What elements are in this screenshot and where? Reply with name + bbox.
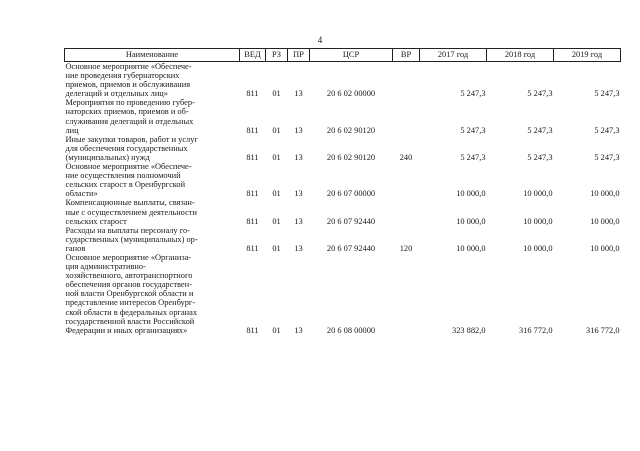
ved-cell: 811 <box>246 125 259 135</box>
ved-cell: 811 <box>246 89 259 99</box>
table-row <box>65 226 621 253</box>
row-name-line: ной власти Оренбургской области и <box>65 289 194 299</box>
row-name-line: Компенсационные выплаты, связан- <box>65 198 195 208</box>
row-name-line: Основное мероприятие «Организа- <box>65 252 192 262</box>
csr-cell: 20 6 02 90120 <box>326 125 376 135</box>
row-name-line: ганов <box>65 243 86 253</box>
row-name-line: для обеспечения государственных <box>65 143 188 153</box>
amount-2017-cell: 10 000,0 <box>456 216 486 226</box>
ved-cell: 811 <box>246 152 259 162</box>
table-row <box>65 198 621 225</box>
amount-2019-cell: 10 000,0 <box>590 189 620 199</box>
row-name-line: ние осуществления полномочий <box>65 171 181 181</box>
amount-2019-cell: 10 000,0 <box>590 243 620 253</box>
csr-cell: 20 6 07 92440 <box>326 216 376 226</box>
row-name <box>65 98 240 134</box>
amount-2019-cell: 5 247,3 <box>594 125 620 135</box>
vr-cell: 240 <box>399 152 413 162</box>
rz-cell: 01 <box>272 125 281 135</box>
row-name-line: Основное мероприятие «Обеспече- <box>65 162 192 172</box>
row-name-line: представление интересов Оренбург- <box>65 298 196 308</box>
page-number: 4 <box>317 35 323 45</box>
vr-cell <box>393 162 420 198</box>
vr-cell: 120 <box>399 243 413 253</box>
amount-2017-cell: 323 882,0 <box>452 325 486 335</box>
table-body <box>65 62 621 335</box>
amount-2018-cell: 10 000,0 <box>523 243 553 253</box>
row-name-line: ние проведения губернаторских <box>65 71 180 81</box>
row-name-line: сударственных (муниципальных) ор- <box>65 234 198 244</box>
csr-cell: 20 6 07 92440 <box>326 243 376 253</box>
row-name-line: Иные закупки товаров, работ и услуг <box>65 134 198 144</box>
column-header: ВР <box>393 49 420 62</box>
vr-cell <box>393 253 420 335</box>
row-name-line: наторских приемов, приемов и об- <box>65 107 189 117</box>
row-name-line: приемов, приемов и обслуживания <box>65 80 191 90</box>
amount-2019-cell: 10 000,0 <box>590 216 620 226</box>
row-name <box>65 135 240 162</box>
vr-cell <box>393 98 420 134</box>
row-name-line: обеспечения органов государствен- <box>65 280 192 290</box>
amount-2017-cell: 10 000,0 <box>456 243 486 253</box>
table-row <box>65 253 621 335</box>
row-name-line: области» <box>65 189 98 199</box>
table-header-row <box>65 49 621 62</box>
csr-cell: 20 6 08 00000 <box>326 325 376 335</box>
amount-2018-cell: 5 247,3 <box>527 89 553 99</box>
rz-cell: 01 <box>272 216 281 226</box>
amount-2019-cell: 5 247,3 <box>594 89 620 99</box>
ved-cell: 811 <box>246 216 259 226</box>
amount-2017-cell: 10 000,0 <box>456 189 486 199</box>
row-name-line: ция административно- <box>65 262 146 272</box>
row-name-line: служивания делегаций и отдельных <box>65 116 194 126</box>
row-name-line: делегаций и отдельных лиц» <box>65 89 168 99</box>
pr-cell: 13 <box>294 152 303 162</box>
amount-2019-cell: 316 772,0 <box>586 325 620 335</box>
column-header: 2018 год <box>487 49 554 62</box>
column-header: 2017 год <box>420 49 487 62</box>
column-header: Наименование <box>65 49 240 62</box>
table-row <box>65 162 621 198</box>
rz-cell: 01 <box>272 152 281 162</box>
row-name-line: государственной власти Российской <box>65 316 195 326</box>
budget-table <box>64 48 621 335</box>
row-name <box>65 253 240 335</box>
row-name-line: сельских старост <box>65 216 127 226</box>
row-name-line: ской области в федеральных органах <box>65 307 198 317</box>
row-name-line: (муниципальных) нужд <box>65 152 150 162</box>
row-name <box>65 162 240 198</box>
rz-cell: 01 <box>272 189 281 199</box>
column-header: ПР <box>288 49 310 62</box>
rz-cell: 01 <box>272 89 281 99</box>
pr-cell: 13 <box>294 189 303 199</box>
amount-2018-cell: 316 772,0 <box>519 325 553 335</box>
rz-cell: 01 <box>272 243 281 253</box>
ved-cell: 811 <box>246 189 259 199</box>
ved-cell: 811 <box>246 243 259 253</box>
row-name-line: Федерации и иных организациях» <box>65 325 188 335</box>
amount-2018-cell: 10 000,0 <box>523 189 553 199</box>
column-header: РЗ <box>266 49 288 62</box>
row-name-line: Мероприятия по проведению губер- <box>65 98 195 108</box>
amount-2018-cell: 10 000,0 <box>523 216 553 226</box>
amount-2017-cell: 5 247,3 <box>460 89 486 99</box>
table-row <box>65 135 621 162</box>
amount-2018-cell: 5 247,3 <box>527 152 553 162</box>
row-name-line: лиц <box>65 125 79 135</box>
table-row <box>65 62 621 99</box>
pr-cell: 13 <box>294 325 303 335</box>
amount-2018-cell: 5 247,3 <box>527 125 553 135</box>
pr-cell: 13 <box>294 243 303 253</box>
row-name-line: ные с осуществлением деятельности <box>65 207 197 217</box>
pr-cell: 13 <box>294 216 303 226</box>
vr-cell <box>393 198 420 225</box>
table-row <box>65 98 621 134</box>
row-name <box>65 62 240 99</box>
row-name-line: Расходы на выплаты персоналу го- <box>65 225 190 235</box>
row-name <box>65 226 240 253</box>
vr-cell <box>393 62 420 99</box>
row-name <box>65 198 240 225</box>
row-name-line: Основное мероприятие «Обеспече- <box>65 62 192 71</box>
csr-cell: 20 6 02 00000 <box>326 89 376 99</box>
row-name-line: хозяйственного, автотранспортного <box>65 271 193 281</box>
amount-2017-cell: 5 247,3 <box>460 125 486 135</box>
column-header: ВЕД <box>240 49 266 62</box>
amount-2019-cell: 5 247,3 <box>594 152 620 162</box>
csr-cell: 20 6 02 90120 <box>326 152 376 162</box>
ved-cell: 811 <box>246 325 259 335</box>
column-header: ЦСР <box>310 49 393 62</box>
pr-cell: 13 <box>294 125 303 135</box>
pr-cell: 13 <box>294 89 303 99</box>
csr-cell: 20 6 07 00000 <box>326 189 376 199</box>
rz-cell: 01 <box>272 325 281 335</box>
column-header: 2019 год <box>554 49 621 62</box>
amount-2017-cell: 5 247,3 <box>460 152 486 162</box>
row-name-line: сельских старост в Оренбургской <box>65 180 186 190</box>
